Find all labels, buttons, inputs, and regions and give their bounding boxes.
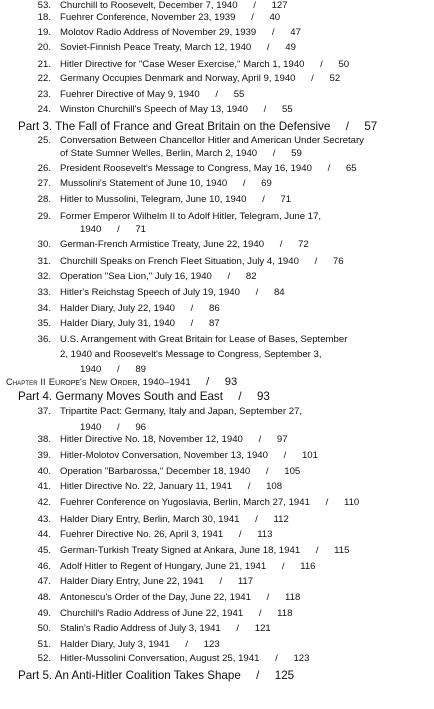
entry-title: Hitler Directive No. 18, November 12, 1940 (60, 434, 243, 445)
entry-page-number: 72 (298, 239, 309, 250)
page-separator: / (345, 120, 349, 133)
entry-title: Operation "Sea Lion," July 16, 1940 (60, 271, 212, 282)
page-separator: / (227, 271, 231, 282)
entry-number: 48. (37, 592, 51, 603)
entry-line (60, 256, 344, 268)
entry-line (60, 653, 309, 665)
entry-page-number: 121 (254, 623, 271, 634)
entry-line (60, 163, 357, 175)
entry-continuation (80, 224, 146, 236)
entry-title: Former Emperor Wilhelm II to Adolf Hitler, Telegram, June 17, (60, 211, 322, 222)
entry-title: Antonescu's Order of the Day, June 22, 1941 (60, 592, 251, 603)
entry-page-number: 55 (281, 104, 293, 115)
entry-number: 31. (37, 256, 51, 267)
entry-number: 23. (37, 89, 51, 100)
entry-number: 51. (37, 639, 51, 650)
entry-line (60, 27, 301, 39)
part-label: Part 3. (18, 120, 53, 133)
entry-title: Halder Diary Entry, June 22, 1941 (60, 576, 204, 587)
entry-title: Halder Diary Entry, Berlin, March 30, 1941 (60, 514, 240, 525)
page-separator: / (247, 481, 251, 492)
entry-title: Halder Diary, July 31, 1940 (60, 318, 176, 329)
entry-line (60, 576, 253, 588)
page-separator: / (325, 497, 329, 508)
entry-number: 37. (37, 406, 51, 417)
entry-title: Soviet-Finnish Peace Treaty, March 12, 1940 (60, 42, 252, 53)
entry-title: President Roosevelt's Message to Congress, May 16, 1940 (60, 163, 312, 174)
entry-page-number: 113 (257, 529, 273, 540)
entry-title: German-French Armistice Treaty, June 22, 1940 (60, 239, 265, 250)
entry-page-number: 97 (276, 434, 288, 445)
page-separator: / (256, 669, 260, 682)
entry-title: Hitler to Mussolini, Telegram, June 10, 1940 (60, 194, 247, 205)
page-separator: / (215, 89, 219, 100)
entry-title-continued: 2, 1940 and Roosevelt's Message to Congress, September 3, (60, 349, 322, 360)
entry-number: 43. (37, 514, 51, 525)
entry-number: 34. (37, 303, 51, 314)
entry-number: 20. (37, 42, 51, 53)
page-separator: / (238, 529, 242, 540)
page-separator: / (314, 256, 318, 267)
chapter-heading (6, 375, 237, 390)
entry-title: Conversation Between Chancellor Hitler and American Under Secretary (60, 135, 364, 146)
entry-line (60, 592, 300, 604)
page-separator: / (266, 42, 270, 53)
entry-number: 38. (37, 434, 51, 445)
entry-number: 45. (37, 545, 51, 556)
page-separator: / (271, 27, 275, 38)
entry-title: Fuehrer Conference, November 23, 1939 (60, 12, 236, 23)
entry-page-number: 82 (245, 271, 257, 282)
entry-number: 46. (37, 561, 51, 572)
page-separator: / (242, 178, 246, 189)
entry-number: 35. (37, 318, 51, 329)
entry-line (60, 639, 220, 651)
entry-title: Stalin's Radio Address of July 3, 1941 (60, 623, 221, 634)
entry-number: 47. (37, 576, 51, 587)
page-separator: / (320, 59, 323, 70)
entry-line (60, 12, 280, 24)
entry-continuation (80, 422, 146, 434)
part-title: Germany Moves South and East (55, 390, 223, 403)
entry-line (60, 178, 272, 190)
page-separator: / (279, 239, 283, 250)
page-separator: / (283, 450, 287, 461)
page-separator: / (238, 390, 242, 403)
entry-number: 49. (37, 608, 51, 619)
page-separator: / (263, 104, 267, 115)
part-title: An Anti-Hitler Coalition Takes Shape (54, 669, 241, 682)
entry-title: Adolf Hitler to Regent of Hungary, June 21, 1941 (60, 561, 267, 572)
entry-title: Winston Churchill's Speech of May 13, 1940 (60, 104, 248, 115)
entry-line (60, 450, 318, 462)
entry-title: Germany Occupies Denmark and Norway, April 9, 1940 (60, 73, 296, 84)
part-heading (18, 669, 294, 683)
page-separator: / (311, 73, 314, 84)
entry-line (60, 303, 220, 315)
entry-line (60, 318, 220, 330)
page-separator: / (255, 514, 258, 525)
entry-page-number: 123 (203, 639, 220, 650)
entry-title-continued: 1940 (80, 364, 102, 375)
entry-title: Operation "Barbarossa," December 18, 1940 (60, 466, 251, 477)
entry-title: Fuehrer Conference on Yugoslavia, Berlin, March 27, 1941 (60, 497, 310, 508)
entry-number: 24. (37, 104, 51, 115)
entry-line (60, 466, 300, 478)
part-page-number: 93 (256, 390, 270, 403)
entry-page-number: 71 (135, 224, 147, 235)
entry-page-number: 123 (293, 653, 310, 664)
entry-number: 41. (37, 481, 51, 492)
entry-number: 28. (37, 194, 51, 205)
entry-page-number: 96 (135, 422, 147, 433)
entry-line (60, 239, 309, 251)
page-separator: / (206, 376, 210, 388)
part-label: Part 4. (18, 390, 53, 403)
entry-number: 30. (37, 239, 51, 250)
entry-line (60, 561, 316, 573)
entry-title: Mussolini's Statement of June 10, 1940 (60, 178, 228, 189)
entry-line (60, 434, 288, 446)
page-separator: / (185, 639, 188, 650)
page-separator: / (251, 12, 254, 23)
chapter-label: Chapter II (6, 377, 46, 387)
entry-line (60, 334, 347, 346)
entry-line (60, 194, 291, 206)
entry-page-number: 65 (345, 163, 357, 174)
page-separator: / (219, 576, 223, 587)
entry-page-number: 101 (301, 450, 318, 461)
entry-line (60, 271, 257, 283)
entry-number: 32. (37, 271, 51, 282)
entry-number: 44. (37, 529, 51, 540)
entry-number: 18. (37, 12, 51, 23)
page-separator: / (236, 623, 240, 634)
entry-page-number: 112 (273, 514, 289, 525)
entry-number: 27. (37, 178, 51, 189)
entry-title: Halder Diary, July 22, 1940 (60, 303, 176, 314)
entry-number: 26. (37, 163, 51, 174)
page-separator: / (253, 0, 256, 11)
page-separator: / (327, 163, 331, 174)
entry-page-number: 76 (332, 256, 344, 267)
entry-title: U.S. Arrangement with Great Britain for Lease of Bases, September (60, 334, 348, 345)
entry-line (60, 608, 292, 620)
page-separator: / (275, 653, 278, 664)
entry-title: Hitler-Molotov Conversation, November 13, 1940 (60, 450, 268, 461)
part-heading (18, 120, 377, 134)
entry-line (60, 0, 288, 12)
entry-number: 36. (37, 334, 51, 345)
entry-page-number: 71 (280, 194, 292, 205)
entry-title: Halder Diary, July 3, 1941 (60, 639, 170, 650)
entry-continuation (60, 148, 302, 160)
page-separator: / (117, 422, 120, 433)
entry-title-continued: 1940 (80, 224, 102, 235)
entry-title: Tripartite Pact: Germany, Italy and Japan, September 27, (60, 406, 303, 417)
entry-line (60, 529, 272, 541)
entry-title: Fuehrer Directive of May 9, 1940 (60, 89, 200, 100)
entry-number: 25. (37, 135, 51, 146)
entry-number: 22. (37, 73, 51, 84)
page-separator: / (117, 224, 120, 235)
entry-title: Hitler's Reichstag Speech of July 19, 1940 (60, 287, 240, 298)
entry-page-number: 110 (343, 497, 360, 508)
entry-line (60, 623, 271, 635)
entry-page-number: 52 (329, 73, 341, 84)
entry-number: 19. (37, 27, 51, 38)
entry-number: 39. (37, 450, 51, 461)
entry-page-number: 84 (273, 287, 285, 298)
chapter-page-number: 93 (224, 376, 238, 388)
entry-line (60, 104, 293, 116)
entry-page-number: 50 (338, 59, 350, 70)
entry-title: Hitler Directive No. 22, January 11, 1941 (60, 481, 233, 492)
entry-title: German-Turkish Treaty Signed at Ankara, June 18, 1941 (60, 545, 301, 556)
entry-number: 52. (37, 653, 51, 664)
chapter-title: Europe's New Order, 1940–1941 (48, 377, 191, 388)
entry-line (60, 211, 321, 223)
entry-line (60, 287, 285, 299)
entry-title-continued: of State Sumner Welles, Berlin, March 2, 1940 (60, 148, 258, 159)
entry-title: Hitler Directive for "Case Weser Exercise," March 1, 1940 (60, 59, 305, 70)
entry-title: Molotov Radio Address of November 29, 1939 (60, 27, 257, 38)
page-separator: / (117, 364, 120, 375)
page-separator: / (262, 194, 265, 205)
entry-number: 40. (37, 466, 51, 477)
entry-line (60, 406, 302, 418)
entry-number: 21. (37, 59, 51, 70)
part-label: Part 5. (18, 669, 53, 682)
entry-line (60, 73, 340, 85)
entry-line (60, 497, 359, 509)
entry-title: Hitler-Mussolini Conversation, August 25, 1941 (60, 653, 260, 664)
page-separator: / (272, 148, 276, 159)
page-separator: / (266, 592, 270, 603)
entry-line (60, 545, 349, 557)
entry-continuation (60, 349, 322, 361)
entry-number: 33. (37, 287, 51, 298)
entry-page-number: 118 (284, 592, 301, 603)
page-separator: / (258, 608, 262, 619)
entry-page-number: 108 (266, 481, 283, 492)
page-separator: / (258, 434, 262, 445)
entry-line (60, 135, 364, 147)
part-page-number: 57 (364, 120, 378, 133)
page-separator: / (190, 318, 194, 329)
entry-page-number: 116 (300, 561, 316, 572)
entry-line (60, 42, 296, 54)
part-title: The Fall of France and Great Britain on the Defensive (55, 120, 331, 133)
entry-title: Fuehrer Directive No. 26, April 3, 1941 (60, 529, 224, 540)
entry-title: Churchill to Roosevelt, December 7, 1940 (60, 0, 238, 11)
entry-page-number: 105 (284, 466, 301, 477)
entry-page-number: 87 (209, 318, 220, 329)
page-separator: / (281, 561, 285, 572)
entry-page-number: 47 (290, 27, 301, 38)
entry-line (60, 514, 289, 526)
entry-page-number: 55 (233, 89, 245, 100)
entry-line (60, 59, 349, 71)
page-separator: / (255, 287, 259, 298)
entry-page-number: 86 (209, 303, 220, 314)
entry-number: 42. (37, 497, 51, 508)
entry-title: Churchill Speaks on French Fleet Situation, July 4, 1940 (60, 256, 299, 267)
entry-title-continued: 1940 (80, 422, 102, 433)
entry-page-number: 115 (334, 545, 350, 556)
part-heading (18, 390, 270, 404)
entry-number: 53. (37, 0, 51, 11)
entry-number: 29. (37, 211, 51, 222)
entry-page-number: 49 (285, 42, 296, 53)
page-separator: / (315, 545, 319, 556)
entry-page-number: 89 (135, 364, 147, 375)
entry-page-number: 117 (237, 576, 254, 587)
entry-title: Churchill's Radio Address of June 22, 1941 (60, 608, 244, 619)
page-separator: / (190, 303, 194, 314)
part-page-number: 125 (274, 669, 295, 682)
entry-page-number: 69 (261, 178, 272, 189)
entry-number: 50. (37, 623, 51, 634)
entry-page-number: 59 (291, 148, 302, 159)
entry-line (60, 481, 282, 493)
entry-page-number: 40 (269, 12, 281, 23)
entry-line (60, 89, 244, 101)
entry-page-number: 127 (271, 0, 288, 11)
entry-page-number: 118 (277, 608, 293, 619)
page-separator: / (265, 466, 269, 477)
